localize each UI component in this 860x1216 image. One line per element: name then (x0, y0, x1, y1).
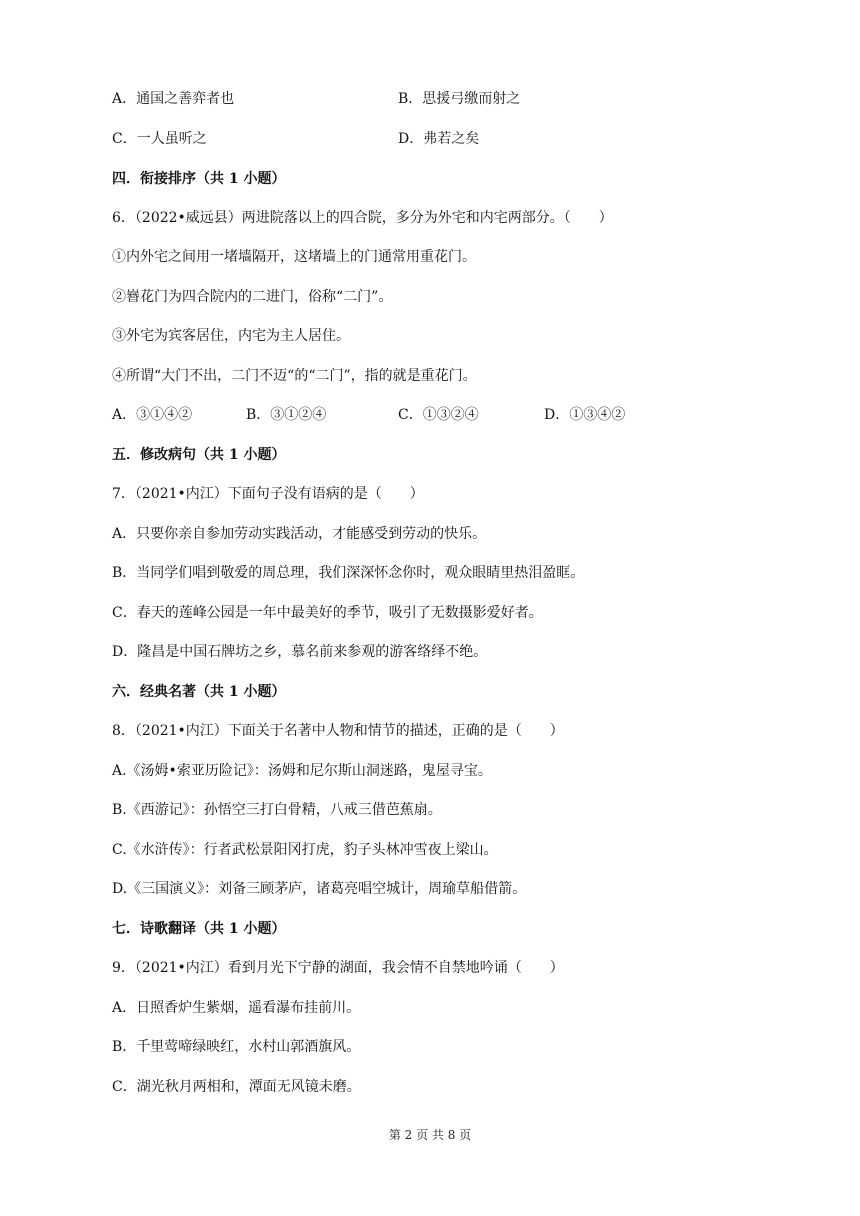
section-7-heading: 七．诗歌翻译（共 1 小题） (112, 921, 286, 937)
q5-option-b: B．思援弓缴而射之 (398, 91, 521, 107)
q5-option-d: D．弗若之矣 (398, 131, 480, 147)
q6-item-1: ①内外宅之间用一堵墙隔开，这堵墙上的门通常用重花门。 (112, 249, 476, 265)
q6-item-4: ④所谓“大门不出，二门不迈“的“二门”，指的就是重花门。 (112, 368, 477, 384)
q7-option-c: C．春天的莲峰公园是一年中最美好的季节，吸引了无数摄影爱好者。 (112, 605, 543, 621)
q6-option-a: A．③①④② (112, 407, 193, 423)
section-4-heading: 四．衔接排序（共 1 小题） (112, 171, 286, 187)
q8-option-c: C.《水浒传》：行者武松景阳冈打虎，豹子头林冲雪夜上梁山。 (112, 842, 498, 858)
q6-option-b: B．③①②④ (246, 407, 327, 423)
question-6: 6．（2022•威远县）两进院落以上的四合院，多分为外宅和内宅两部分。（ ） (112, 210, 613, 226)
q8-option-b: B.《西游记》：孙悟空三打白骨精，八戒三借芭蕉扇。 (112, 802, 442, 818)
q9-option-c: C．湖光秋月两相和，潭面无风镜未磨。 (112, 1079, 361, 1095)
section-5-heading: 五．修改病句（共 1 小题） (112, 447, 286, 463)
q7-option-d: D．隆昌是中国石牌坊之乡，慕名前来参观的游客络绎不绝。 (112, 644, 488, 660)
q5-options-row-1 (112, 89, 752, 109)
question-8: 8．（2021•内江）下面关于名著中人物和情节的描述，正确的是（ ） (112, 723, 564, 739)
q7-option-a: A．只要你亲自参加劳动实践活动，才能感受到劳动的快乐。 (112, 526, 487, 542)
q8-option-d: D.《三国演义》：刘备三顾茅庐，诸葛亮唱空城计，周瑜草船借箭。 (112, 881, 527, 897)
q6-options-row (112, 405, 752, 425)
q6-item-3: ③外宅为宾客居住，内宅为主人居住。 (112, 328, 350, 344)
q8-option-a: A.《汤姆•索亚历险记》：汤姆和尼尔斯山洞迷路，鬼屋寻宝。 (112, 763, 492, 779)
q6-option-c: C．①③②④ (398, 407, 479, 423)
q5-option-a: A．通国之善弈者也 (112, 91, 235, 107)
section-6-heading: 六．经典名著（共 1 小题） (112, 684, 286, 700)
page-footer: 第 2 页 共 8 页 (388, 1128, 472, 1142)
q6-option-d: D．①③④② (544, 407, 626, 423)
question-9: 9．（2021•内江）看到月光下宁静的湖面，我会情不自禁地吟诵（ ） (112, 960, 564, 976)
q5-option-c: C．一人虽听之 (112, 131, 207, 147)
q5-options-row-2 (112, 129, 752, 149)
q7-option-b: B．当同学们唱到敬爱的周总理，我们深深怀念你时，观众眼睛里热泪盈眶。 (112, 565, 585, 581)
question-7: 7．（2021•内江）下面句子没有语病的是（ ） (112, 486, 424, 502)
q6-item-2: ②嶜花门为四合院内的二进门，俗称“二门”。 (112, 289, 393, 305)
q9-option-b: B．千里莺啼绿映红，水村山郭酒旗风。 (112, 1039, 361, 1055)
q9-option-a: A．日照香炉生紫烟，遥看瀑布挂前川。 (112, 1000, 361, 1016)
